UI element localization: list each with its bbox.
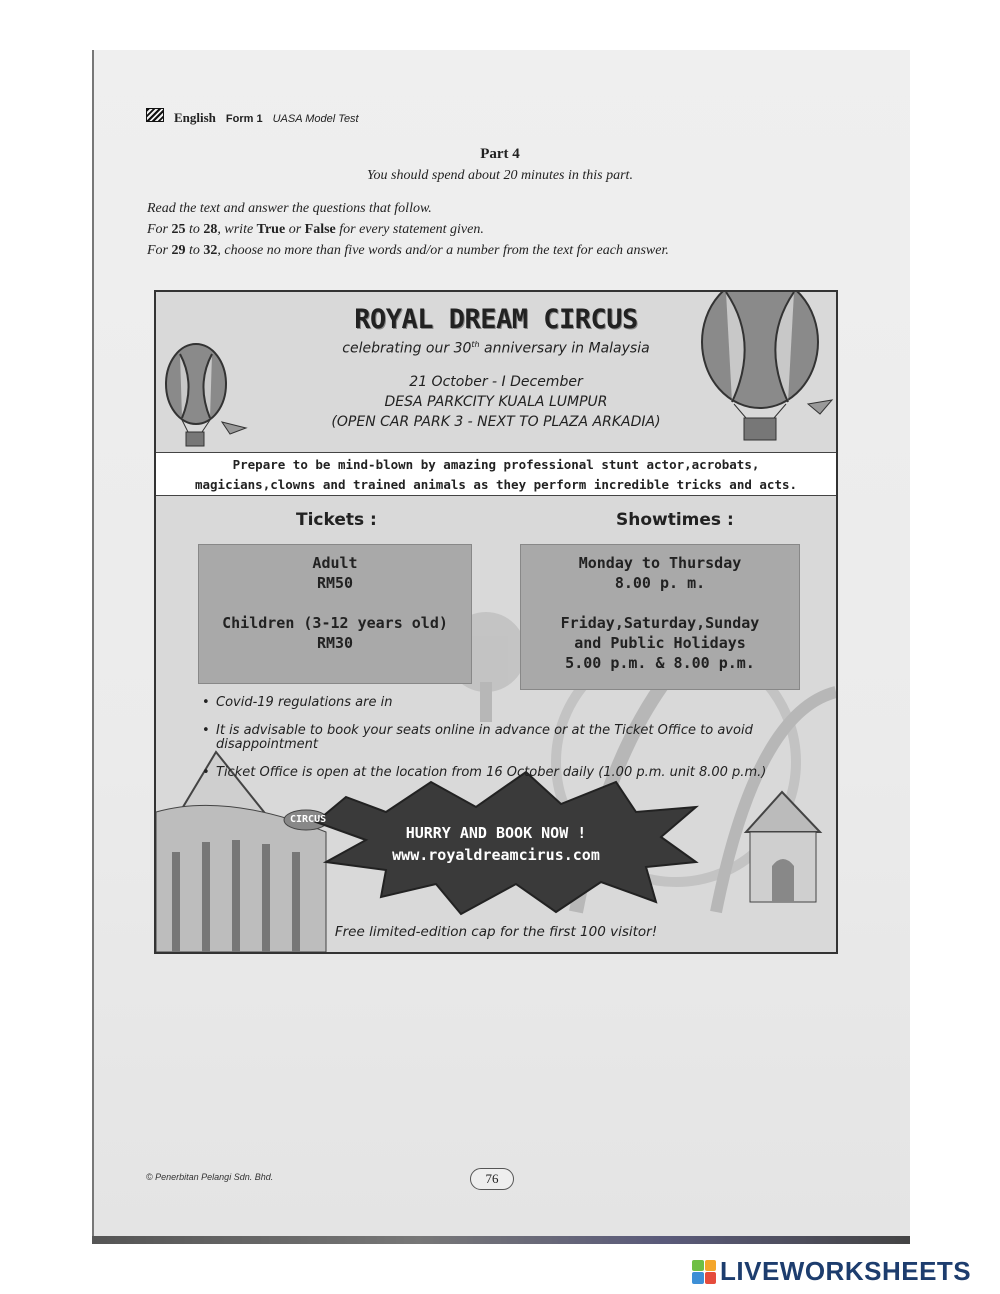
poster-description-band: Prepare to be mind-blown by amazing professional stunt actor,acrobats, magicians,clowns and trained animals as they perform incredible tricks and acts. bbox=[156, 452, 836, 496]
event-dates: 21 October - I December bbox=[409, 374, 583, 390]
page-bottom-edge bbox=[92, 1236, 910, 1244]
showtime-weekday: Monday to Thursday 8.00 p. m. bbox=[578, 554, 742, 592]
showtimes-heading: Showtimes : bbox=[616, 510, 734, 530]
poster-title: ROYAL DREAM CIRCUS bbox=[354, 304, 638, 335]
tickets-heading: Tickets : bbox=[296, 510, 377, 530]
ticket-adult: Adult RM50 bbox=[312, 554, 358, 592]
instructions bbox=[147, 198, 669, 261]
instruction-line-1: Read the text and answer the questions that follow. bbox=[147, 201, 432, 216]
liveworksheets-logo-icon bbox=[692, 1260, 716, 1284]
call-to-action bbox=[156, 822, 836, 866]
circus-poster bbox=[154, 290, 838, 954]
showtimes-box bbox=[520, 544, 800, 690]
instruction-line-2: For 25 to 28, write True or False for every statement given. bbox=[147, 222, 484, 237]
ticket-children: Children (3-12 years old) RM30 bbox=[222, 614, 448, 652]
liveworksheets-wordmark: LIVEWORKSHEETS bbox=[720, 1256, 972, 1286]
tickets-box bbox=[198, 544, 472, 684]
publisher-footer: © Penerbitan Pelangi Sdn. Bhd. bbox=[146, 1172, 274, 1182]
tent-sign: CIRCUS bbox=[290, 814, 327, 825]
page-number: 76 bbox=[470, 1168, 514, 1190]
header-subject: English bbox=[174, 110, 216, 125]
event-location: (OPEN CAR PARK 3 - NEXT TO PLAZA ARKADIA) bbox=[331, 414, 661, 430]
header-form: Form 1 bbox=[225, 113, 263, 125]
poster-notes-list bbox=[202, 696, 802, 780]
publisher-logo-icon bbox=[146, 108, 164, 122]
header-test: UASA Model Test bbox=[272, 113, 359, 125]
poster-subtitle: celebrating our 30th anniversary in Malaysia bbox=[342, 340, 650, 357]
note-item: • Ticket Office is open at the location from 16 October daily (1.00 p.m. unit 8.00 p.m.) bbox=[202, 766, 802, 780]
part-subtitle: You should spend about 20 minutes in this part. bbox=[367, 168, 633, 183]
free-offer: Free limited-edition cap for the first 100 visitor! bbox=[334, 924, 658, 940]
liveworksheets-brand[interactable] bbox=[692, 1256, 971, 1287]
showtime-weekend: Friday,Saturday,Sunday and Public Holidays 5.00 p.m. & 8.00 p.m. bbox=[560, 614, 760, 672]
poster-event-details bbox=[156, 372, 836, 432]
event-venue: DESA PARKCITY KUALA LUMPUR bbox=[384, 394, 608, 410]
part-title: Part 4 bbox=[480, 146, 520, 162]
note-item: • It is advisable to book your seats online in advance or at the Ticket Office to avoid disappointment bbox=[202, 724, 802, 752]
page-header bbox=[146, 108, 359, 126]
note-item: • Covid-19 regulations are in bbox=[202, 696, 802, 710]
instruction-line-3: For 29 to 32, choose no more than five words and/or a number from the text for each answer. bbox=[147, 243, 669, 258]
cta-website: www.royaldreamcirus.com bbox=[392, 846, 600, 864]
cta-line-1: HURRY AND BOOK NOW ! bbox=[405, 824, 587, 842]
